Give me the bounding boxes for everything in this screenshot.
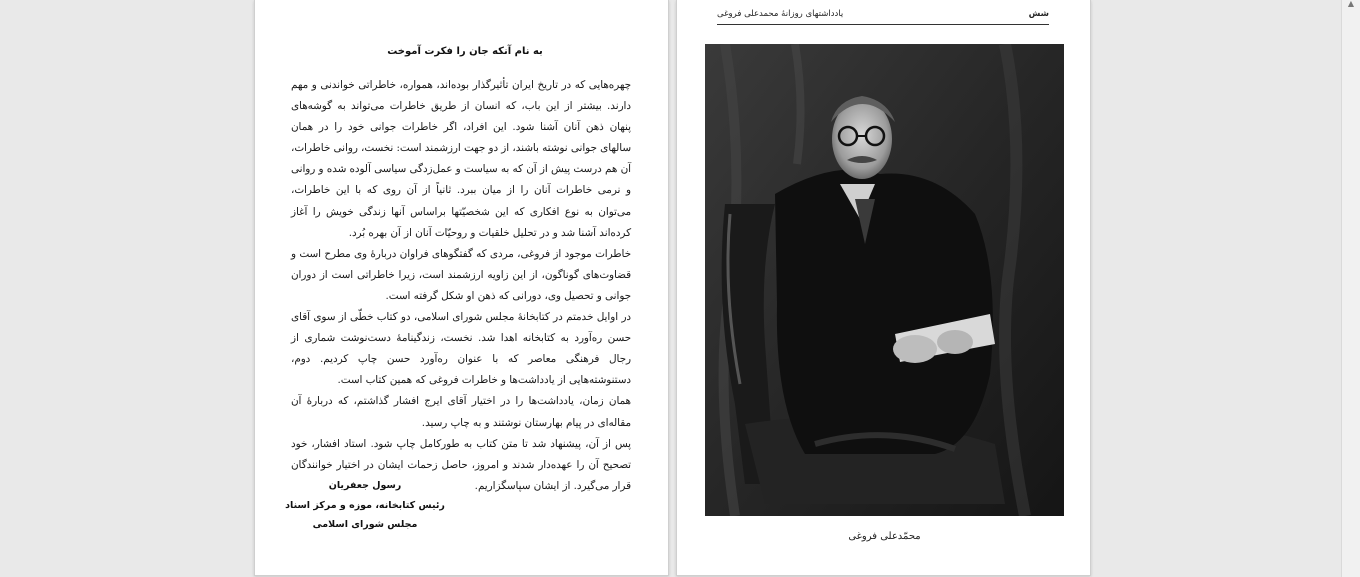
portrait-photo xyxy=(705,44,1064,516)
photo-caption: محمّدعلی فروغی xyxy=(848,531,921,542)
signature-title: رئیس کتابخانه، موزه و مرکز اسناد xyxy=(285,499,445,511)
page-right xyxy=(676,0,1091,576)
paragraph: خاطرات موجود از فروغی، مردی که گفتگوهای فراوان دربارهٔ وی مطرح است و قضاوت‌های گوناگون، از این زاویه ارزشمند است، زیرا خاطراتی است از دوران جوانی و تحصیل وی، دورانی که ذهن او شکل گرفته است. xyxy=(291,247,631,302)
page-heading: به نام آنکه جان را فکرت آموخت xyxy=(387,46,543,57)
signature-name: رسول جعفریان xyxy=(328,480,402,491)
signature-block xyxy=(285,476,445,535)
header-divider xyxy=(717,24,1049,25)
page-left xyxy=(254,0,669,576)
paragraph: چهره‌هایی که در تاریخ ایران تأثیرگذار بوده‌اند، همواره، خاطراتی خواندنی و مهم دارند. بیشتر از این باب، که انسان از طریق خاطرات می‌تواند به گوشه‌های پنهان ذهن آنان آشنا شود. این افراد، اگر خاطرات جوانی خود را در همان سالهای جوانی نوشته باشند، از دو جهت ارزشمند است: نخست، روانی خاطرات، آن هم درست پیش از آن که به سیاست و عمل‌زدگی سیاسی آلوده شده و روانی و نرمی خاطرات آنان را از میان ببرد. ثانیاً از آن روی که با این خاطرات، می‌توان به نوع افکاری که این شخصیّتها براساس آنها زندگی خویش را آغاز کرده‌اند آشنا شد و در تحلیل خلقیات و روحیّات آنان از آن بهره بُرد. xyxy=(291,79,631,239)
paragraph: در اوایل خدمتم در کتابخانهٔ مجلس شورای اسلامی، دو کتاب خطّی از سوی آقای حسن ره‌آورد به کتابخانه اهدا شد. نخست، زندگینامهٔ دست‌نوشت شماری از رجال فرهنگی معاصر که با عنوان ره‌آورد حسن چاپ کردیم. دوم، دستنوشته‌هایی از یادداشت‌ها و خاطرات فروغی که همین کتاب است. xyxy=(291,311,631,387)
portrait-image xyxy=(705,44,1064,516)
vertical-scrollbar[interactable] xyxy=(1341,0,1360,577)
signature-org: مجلس شورای اسلامی xyxy=(312,519,418,530)
paragraph: همان زمان، یادداشت‌ها را در اختیار آقای ایرج افشار گذاشتم، که دربارهٔ آن مقاله‌ای در پیام بهارستان نوشتند و به چاپ رسید. xyxy=(291,395,631,429)
page-number: شش xyxy=(1028,9,1049,19)
running-title: یادداشتهای روزانهٔ محمدعلی فروغی xyxy=(717,9,844,19)
scroll-up-icon[interactable]: ▲ xyxy=(1347,0,1355,8)
paragraph: پس از آن، پیشنهاد شد تا متن کتاب به طورکامل چاپ شود. استاد افشار، خود تصحیح آن را عهده‌دار شدند و امروز، حاصل زحمات ایشان در اختیار خوانندگان قرار می‌گیرد. از ایشان سپاسگزاریم. xyxy=(291,437,631,492)
body-text xyxy=(291,75,631,497)
running-header xyxy=(717,9,1049,23)
